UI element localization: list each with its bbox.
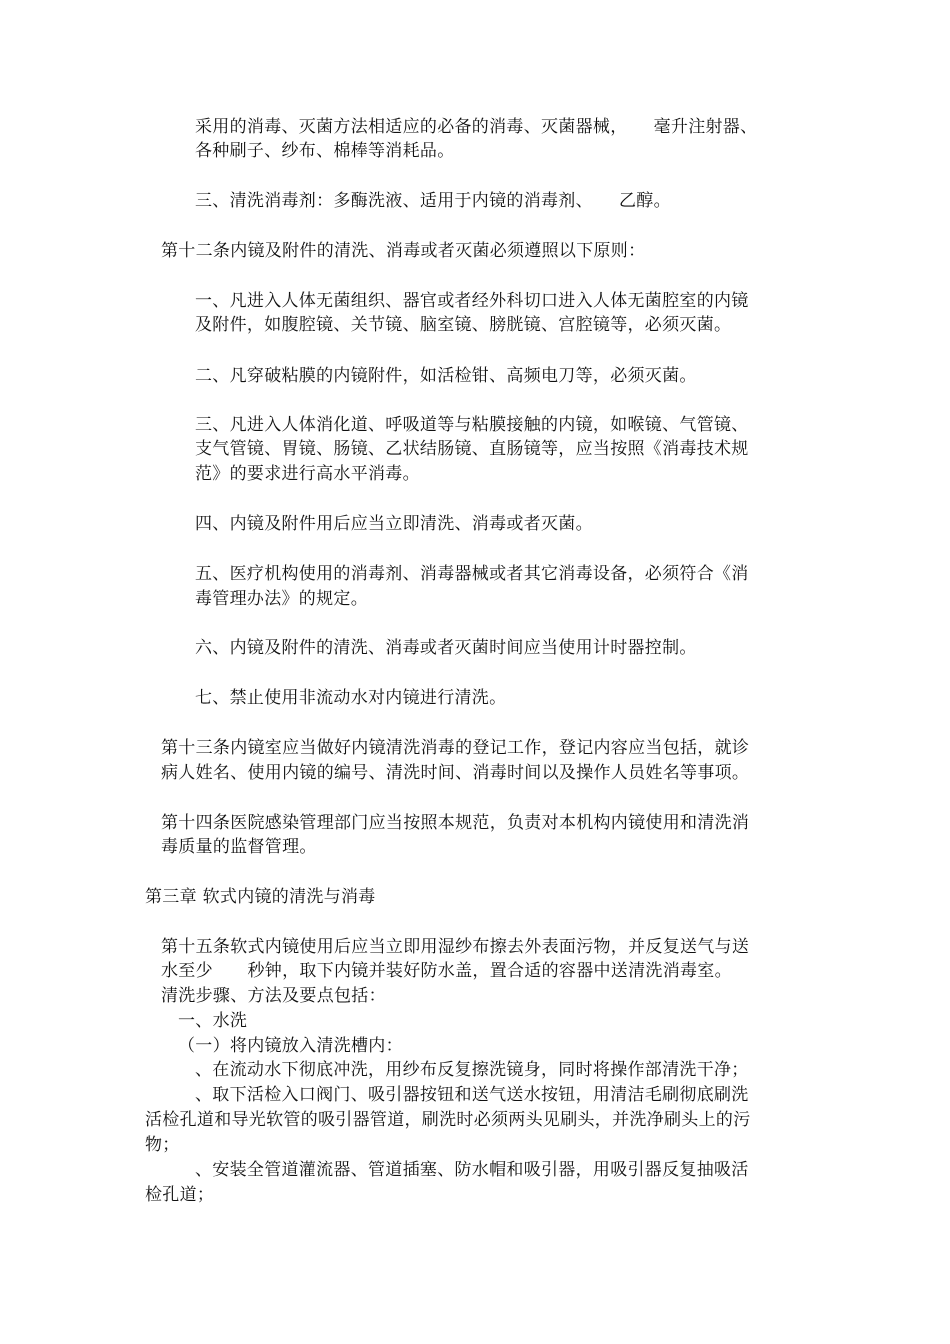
text-line: 采用的消毒、灭菌方法相适应的必备的消毒、灭菌器械， 毫升注射器、 bbox=[195, 117, 758, 137]
chapter-heading: 第三章 软式内镜的清洗与消毒 bbox=[145, 887, 376, 907]
article-text: 病人姓名、使用内镜的编号、清洗时间、消毒时间以及操作人员姓名等事项。 bbox=[161, 763, 750, 783]
article-heading: 第十二条内镜及附件的清洗、消毒或者灭菌必须遵照以下原则： bbox=[161, 241, 646, 261]
text-line: 各种刷子、纱布、棉棒等消耗品。 bbox=[195, 141, 455, 161]
section-heading: 一、水洗 bbox=[178, 1011, 248, 1031]
step-line: 活检孔道和导光软管的吸引器管道，刷洗时必须两头见刷头，并洗净刷头上的污 bbox=[145, 1110, 751, 1130]
text-line: 及附件，如腹腔镜、关节镜、脑室镜、膀胱镜、宫腔镜等，必须灭菌。 bbox=[195, 315, 732, 335]
text-line: 支气管镜、胃镜、肠镜、乙状结肠镜、直肠镜等，应当按照《消毒技术规 bbox=[195, 439, 749, 459]
article-text: 第十四条医院感染管理部门应当按照本规范，负责对本机构内镜使用和清洗消 bbox=[161, 813, 750, 833]
step-line: 、在流动水下彻底冲洗，用纱布反复擦洗镜身，同时将操作部清洗干净； bbox=[195, 1060, 749, 1080]
subsection-heading: （一）将内镜放入清洗槽内： bbox=[178, 1036, 403, 1056]
article-text: 水至少 秒钟，取下内镜并装好防水盖，置合适的容器中送清洗消毒室。 bbox=[161, 961, 732, 981]
text-line: 三、清洗消毒剂：多酶洗液、适用于内镜的消毒剂、 乙醇。 bbox=[195, 191, 671, 211]
article-text: 毒质量的监督管理。 bbox=[161, 837, 317, 857]
text-line: 清洗步骤、方法及要点包括： bbox=[161, 986, 386, 1006]
step-line: 检孔道； bbox=[145, 1185, 215, 1205]
text-line: 三、凡进入人体消化道、呼吸道等与粘膜接触的内镜，如喉镜、气管镜、 bbox=[195, 415, 749, 435]
text-line: 毒管理办法》的规定。 bbox=[195, 589, 368, 609]
text-line: 一、凡进入人体无菌组织、器官或者经外科切口进入人体无菌腔室的内镜 bbox=[195, 291, 749, 311]
text-line: 五、医疗机构使用的消毒剂、消毒器械或者其它消毒设备，必须符合《消 bbox=[195, 564, 749, 584]
step-line: 、取下活检入口阀门、吸引器按钮和送气送水按钮，用清洁毛刷彻底刷洗 bbox=[195, 1085, 749, 1105]
text-line: 二、凡穿破粘膜的内镜附件，如活检钳、高频电刀等，必须灭菌。 bbox=[195, 366, 697, 386]
step-line: 、安装全管道灌流器、管道插塞、防水帽和吸引器，用吸引器反复抽吸活 bbox=[195, 1160, 749, 1180]
article-text: 第十三条内镜室应当做好内镜清洗消毒的登记工作，登记内容应当包括，就诊 bbox=[161, 738, 750, 758]
step-line: 物； bbox=[145, 1135, 180, 1155]
text-line: 范》的要求进行高水平消毒。 bbox=[195, 464, 420, 484]
text-line: 四、内镜及附件用后应当立即清洗、消毒或者灭菌。 bbox=[195, 514, 593, 534]
text-line: 六、内镜及附件的清洗、消毒或者灭菌时间应当使用计时器控制。 bbox=[195, 638, 697, 658]
text-line: 七、禁止使用非流动水对内镜进行清洗。 bbox=[195, 688, 507, 708]
article-text: 第十五条软式内镜使用后应当立即用湿纱布擦去外表面污物，并反复送气与送 bbox=[161, 937, 750, 957]
